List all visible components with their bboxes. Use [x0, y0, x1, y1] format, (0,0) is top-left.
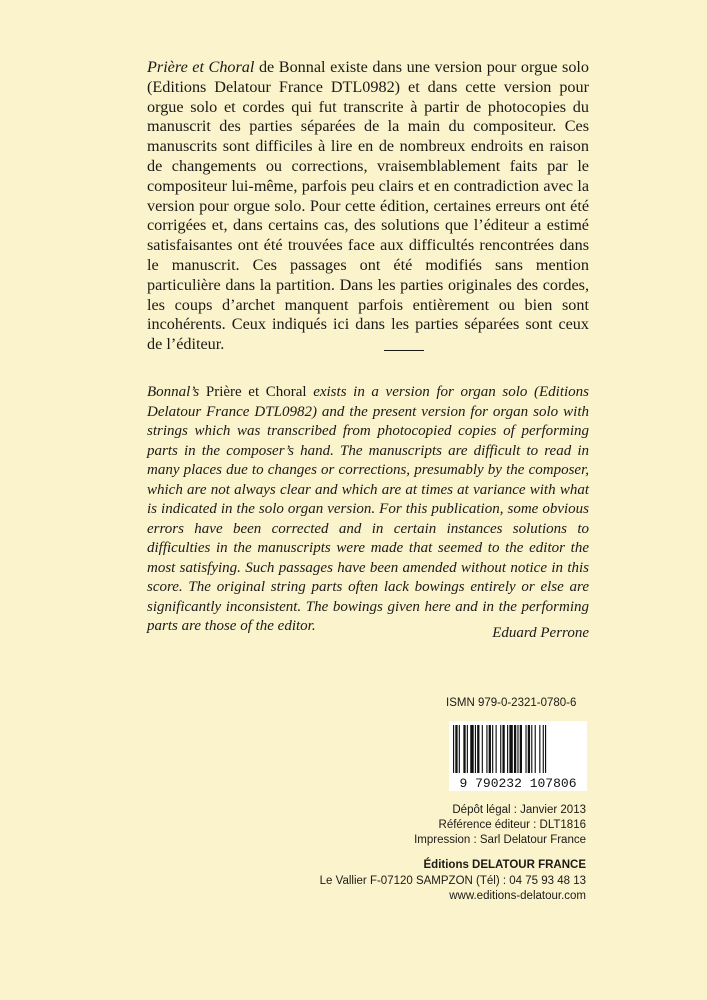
- barcode-bar: [470, 725, 473, 773]
- barcode-bar: [477, 725, 479, 773]
- barcode-bar: [482, 725, 483, 773]
- barcode-bar: [496, 725, 497, 773]
- ismn-number: ISMN 979-0-2321-0780-6: [446, 697, 577, 709]
- barcode-bar: [459, 725, 460, 773]
- barcode-bar: [535, 725, 536, 773]
- publisher-reference: Référence éditeur : DLT1816: [438, 819, 586, 831]
- french-notice: [147, 58, 589, 355]
- barcode-bar: [525, 725, 526, 773]
- english-notice: [147, 383, 589, 637]
- publisher-address: Le Vallier F-07120 SAMPZON (Tél) : 04 75 93 48 13: [319, 874, 586, 887]
- barcode-bar: [517, 725, 518, 773]
- french-body: de Bonnal existe dans une version pour orgue solo (Editions Delatour France DTL0982) et dans cette version pour orgue solo et cordes qui fut transcrite à partir de photocopies du manuscrit des parties séparées de la main du compositeur. Ces manuscrits sont difficiles à lire en de nombreux endroits en raison de changements ou corrections, vraisemblablement faits par le compositeur lui-même, parfois peu clairs et en contradiction avec la version pour orgue solo. Pour cette édition, certaines erreurs ont été corrigées et, dans certains cas, des solutions que l’éditeur a estimé satisfaisantes ont été trouvées face aux difficultés rencontrées dans le manuscrit. Ces passages ont été modifiés sans mention particulière dans la partition. Dans les parties originales des cordes, les coups d’archet manquent parfois entièrement ou bien sont incohérents. Ceux indiqués ici dans les parties séparées sont ceux de l’éditeur.: [147, 58, 590, 354]
- legal-info: [414, 803, 586, 848]
- legal-deposit: Dépôt légal : Janvier 2013: [452, 804, 586, 816]
- barcode-bar: [492, 725, 493, 773]
- barcode-bar: [453, 725, 454, 773]
- barcode-bar: [500, 725, 501, 773]
- barcode-bar: [467, 725, 468, 773]
- english-lead: Bonnal’s: [147, 384, 206, 400]
- barcode-bar: [463, 725, 465, 773]
- barcode-bar: [486, 725, 487, 773]
- barcode: [449, 721, 587, 791]
- barcode-bar: [531, 725, 532, 773]
- barcode-bar: [509, 725, 512, 773]
- barcode-bar: [520, 725, 522, 773]
- barcode-bars: [449, 721, 587, 791]
- barcode-bar: [475, 725, 476, 773]
- barcode-bar: [528, 725, 530, 773]
- barcode-bar: [507, 725, 508, 773]
- publisher-website: www.editions-delatour.com: [449, 890, 586, 902]
- section-divider: [384, 350, 424, 351]
- publisher-block: [320, 858, 586, 905]
- barcode-bar: [455, 725, 457, 773]
- barcode-digits: 9 790232 107806: [459, 776, 577, 791]
- publisher-name: Éditions DELATOUR FRANCE: [423, 859, 586, 871]
- barcode-bar: [489, 725, 491, 773]
- english-body: exists in a version for organ solo (Editions Delatour France DTL0982) and the present version for organ solo with strings which was transcribed from photocopied copies of performing parts in the composer’s hand. The manuscripts are difficult to read in many places due to changes or corrections, presumably by the composer, which are not always clear and which are at times at variance with what is indicated in the solo organ version. For this publication, some obvious errors have been corrected and in certain instances solutions to difficulties in the manuscripts were made that seemed to the editor the most satisfying. Such passages have been amended without notice in this score. The original string parts often lack bowings entirely or else are significantly inconsistent. The bowings given here and in the performing parts are those of the editor.: [147, 384, 589, 634]
- french-title: Prière et Choral: [147, 58, 255, 76]
- editor-signature: Eduard Perrone: [492, 625, 589, 641]
- barcode-bar: [514, 725, 516, 773]
- printer: Impression : Sarl Delatour France: [414, 834, 586, 846]
- barcode-bar: [502, 725, 504, 773]
- barcode-bar: [545, 725, 546, 773]
- barcode-bar: [539, 725, 540, 773]
- barcode-bar: [543, 725, 544, 773]
- english-title: Prière et Choral: [205, 384, 307, 400]
